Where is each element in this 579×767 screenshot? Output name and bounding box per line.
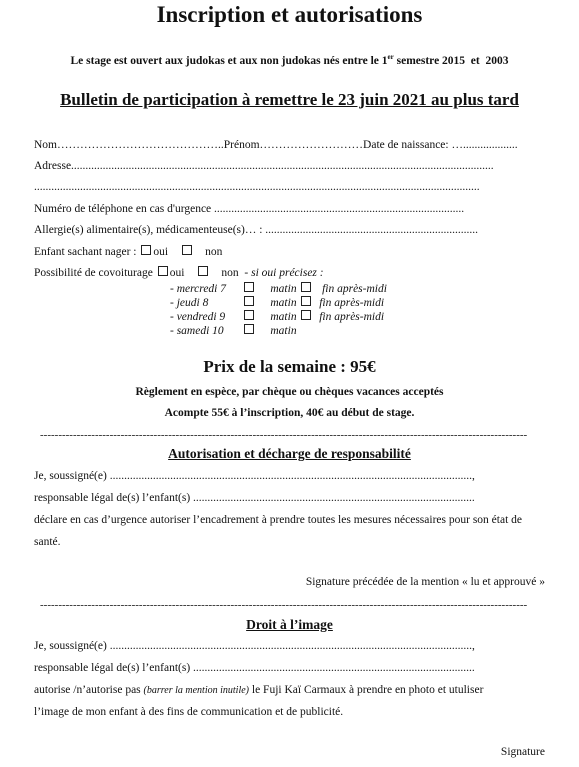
carpool-yes-label: oui [169,267,185,279]
swim-yes-label: oui [153,246,169,258]
eligibility-notice [0,53,579,67]
carpool-day-label: - vendredi 9 [170,311,226,323]
deadline-heading: Bulletin de participation à remettre le 23 juin 2021 au plus tard [60,90,519,109]
carpool-question [34,266,324,279]
carpool-yes-checkbox[interactable] [158,266,168,276]
swim-question [34,245,222,258]
swim-label: Enfant sachant nager : [34,246,140,258]
emergency-phone-field[interactable]: Numéro de téléphone en cas d'urgence ....................................................................................... [34,203,465,215]
carpool-morning-label: matin [270,297,297,309]
section-separator: ------------------------------------------------------------------------------------------------------------------------------------- [40,599,528,611]
carpool-if-yes: - si oui précisez : [244,267,324,279]
carpool-day-row [170,310,384,323]
notice-text-end: semestre 2015 et 2003 [393,54,509,67]
carpool-morning-checkbox[interactable] [244,282,254,292]
image-rights-signature-label: Signature [500,746,545,758]
carpool-day-row [170,296,384,309]
dob-field[interactable]: Date de naissance: …................... [363,139,518,151]
carpool-evening-checkbox[interactable] [301,282,311,292]
identity-line [34,139,518,151]
authorization-signature-label: Signature précédée de la mention « lu et approuvé » [305,576,545,588]
swim-no-checkbox[interactable] [182,245,192,255]
authorization-text-end: santé. [34,536,61,548]
address-continuation-field[interactable]: ........................................................................................................................................................... [34,181,480,193]
carpool-evening-label: fin après-midi [322,283,387,295]
image-rights-text-end: l’image de mon enfant à des fins de communication et de publicité. [34,706,344,718]
swim-no-label: non [205,246,223,258]
notice-superscript: er [387,53,394,61]
allergies-field[interactable]: Allergie(s) alimentaire(s), médicamenteuse(s)… : .......................................................................... [34,224,479,236]
carpool-morning-label: matin [270,311,297,323]
carpool-label: Possibilité de covoiturage [34,267,156,279]
price-heading: Prix de la semaine : 95€ [203,357,376,376]
prenom-field[interactable]: Prénom……………………… [223,139,364,151]
section-separator: ------------------------------------------------------------------------------------------------------------------------------------- [40,429,528,441]
swim-yes-checkbox[interactable] [141,245,151,255]
carpool-no-checkbox[interactable] [198,266,208,276]
authorization-child-field[interactable]: responsable légal de(s) l’enfant(s) .................................................................................................. [34,492,475,504]
nom-field[interactable]: Nom…………………………………….. [34,139,224,151]
carpool-evening-checkbox[interactable] [301,296,311,306]
carpool-evening-checkbox[interactable] [301,310,311,320]
address-field[interactable]: Adresse................................................................................................................................................... [34,160,494,172]
payment-info: Règlement en espèce, par chèque ou chèques vacances acceptés [135,386,444,398]
image-rights-choice: autorise /n’autorise pas [34,684,144,696]
deposit-info: Acompte 55€ à l’inscription, 40€ au début de stage. [164,407,415,419]
image-rights-heading: Droit à l’image [246,617,333,632]
authorization-heading: Autorisation et décharge de responsabilité [168,446,411,461]
carpool-morning-label: matin [270,283,297,295]
carpool-morning-label: matin [270,325,297,337]
image-rights-child-field[interactable]: responsable légal de(s) l’enfant(s) .................................................................................................. [34,662,475,674]
authorization-text: déclare en cas d’urgence autoriser l’encadrement à prendre toutes les mesures nécessaires pour son état de [34,514,522,526]
image-rights-name-field[interactable]: Je, soussigné(e) .............................................................................................................................., [34,640,475,652]
carpool-morning-checkbox[interactable] [244,310,254,320]
carpool-evening-label: fin après-midi [319,297,385,309]
carpool-no-label: non [221,267,239,279]
notice-text: Le stage est ouvert aux judokas et aux non judokas nés entre le 1 [70,54,388,67]
image-rights-text-cont: le Fuji Kaï Carmaux à prendre en photo et utuliser [249,684,484,696]
image-rights-text [34,684,483,696]
carpool-day-row [170,282,387,295]
carpool-morning-checkbox[interactable] [244,296,254,306]
carpool-morning-checkbox[interactable] [244,324,254,334]
image-rights-note: (barrer la mention inutile) [143,685,249,696]
carpool-evening-label: fin après-midi [319,311,385,323]
carpool-day-label: - jeudi 8 [170,297,209,309]
carpool-day-row [170,324,297,337]
carpool-day-label: - samedi 10 [170,325,224,337]
carpool-day-label: - mercredi 7 [170,283,226,295]
page-title: Inscription et autorisations [156,2,423,27]
authorization-name-field[interactable]: Je, soussigné(e) .............................................................................................................................., [34,470,475,482]
